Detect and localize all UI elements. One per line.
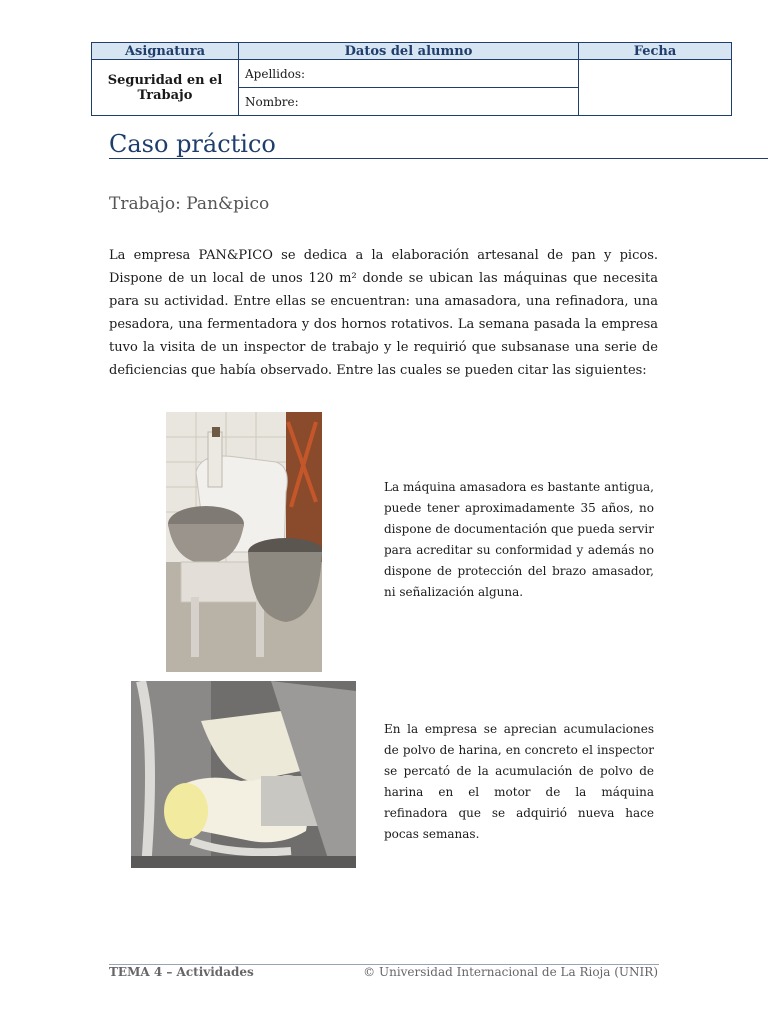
col-date-header: Fecha [579,43,732,60]
refining-machine-photo [131,681,356,868]
student-header-table [91,42,732,116]
date-field[interactable] [579,60,732,116]
section-title: Trabajo: Pan&pico [109,194,270,214]
subject-cell [92,60,239,116]
subject-line-1: Seguridad en el [107,72,223,88]
surname-field[interactable] [239,60,579,88]
footer-copyright: © Universidad Internacional de La Rioja (UNIR) [363,965,658,979]
footer-topic: TEMA 4 – Actividades [109,965,254,979]
item-2-description: En la empresa se aprecian acumulaciones de polvo de harina, en concreto el inspector se percató de la acumulación de polvo de harina en el motor de la máquina refinadora que se adquirió nueva hace pocas semanas. [384,722,654,841]
col-subject-header: Asignatura [92,43,239,60]
item-1-description: La máquina amasadora es bastante antigua, puede tener aproximadamente 35 años, no dispone de documentación que pueda servir para acreditar su conformidad y además no dispone de protección del brazo amasador, ni señalización alguna. [384,480,654,599]
name-label: Nombre: [245,94,299,109]
surname-label: Apellidos: [245,66,306,81]
intro-paragraph: La empresa PAN&PICO se dedica a la elaboración artesanal de pan y picos. Dispone de un local de unos 120 m² donde se ubican las máquinas que necesita para su actividad. Entre ellas se encuentran: una amasadora, una refinadora, una pesadora, una fermentadora y dos hornos rotativos. La semana pasada la empresa tuvo la visita de un inspector de trabajo y le requirió que subsanase una serie de deficiencias que había observado. Entre las cuales se pueden citar las siguientes: [109,248,658,378]
kneading-machine-photo [166,412,322,672]
name-field[interactable] [239,88,579,116]
col-student-header: Datos del alumno [239,43,579,60]
title-divider [109,158,768,159]
page-title: Caso práctico [109,130,276,158]
subject-line-2: Trabajo [137,87,193,103]
